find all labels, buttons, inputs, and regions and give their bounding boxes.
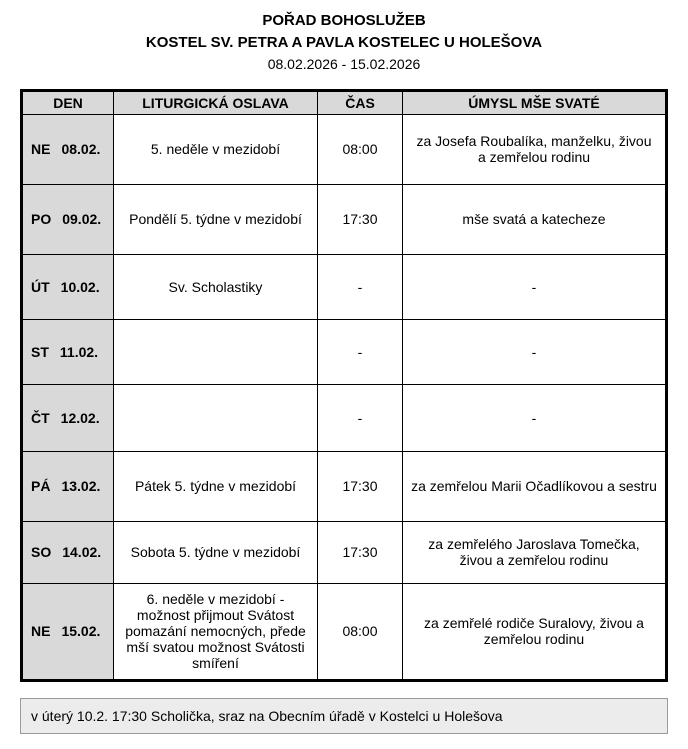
day-date: 10.02. <box>60 278 100 295</box>
intention-cell: - <box>403 384 667 451</box>
time-cell: 17:30 <box>318 451 403 521</box>
time-cell: - <box>318 254 403 319</box>
day-cell <box>22 319 114 384</box>
day-cell <box>22 384 114 451</box>
day-abbr: NE <box>31 141 51 157</box>
time-cell: - <box>318 384 403 451</box>
intention-cell: za Josefa Roubalíka, manželku, živou a zemřelou rodinu <box>403 114 667 184</box>
celebration-cell: Sv. Scholastiky <box>114 254 318 319</box>
time-cell: 08:00 <box>318 583 403 680</box>
table-row <box>22 319 667 384</box>
intention-cell: - <box>403 319 667 384</box>
day-abbr: PÁ <box>31 478 51 494</box>
intention-cell: za zemřelého Jaroslava Tomečka, živou a zemřelou rodinu <box>403 521 667 583</box>
day-cell <box>22 583 114 680</box>
church-name: KOSTEL SV. PETRA A PAVLA KOSTELEC U HOLEŠOVA <box>145 33 543 51</box>
column-header-celebration: LITURGICKÁ OSLAVA <box>114 90 318 114</box>
celebration-cell <box>114 384 318 451</box>
time-cell: 17:30 <box>318 521 403 583</box>
day-date: 13.02. <box>61 478 101 494</box>
footer-note: v úterý 10.2. 17:30 Scholička, sraz na Obecním úřadě v Kostelci u Holešova <box>20 698 668 734</box>
celebration-cell: 6. neděle v mezidobí - možnost přijmout Svátost pomazání nemocných, přede mší svatou možnost Svátosti smíření <box>114 583 318 680</box>
time-cell: - <box>318 319 403 384</box>
day-abbr: SO <box>31 544 52 560</box>
day-date: 12.02. <box>60 409 100 426</box>
day-date: 15.02. <box>61 623 101 639</box>
day-date: 14.02. <box>62 544 102 560</box>
celebration-cell: Pondělí 5. týdne v mezidobí <box>114 184 318 254</box>
page-header <box>20 10 668 75</box>
intention-cell: - <box>403 254 667 319</box>
day-cell <box>22 254 114 319</box>
celebration-cell <box>114 319 318 384</box>
table-row <box>22 521 667 583</box>
table-header-row <box>22 90 667 114</box>
time-cell: 17:30 <box>318 184 403 254</box>
intention-cell: za zemřelé rodiče Suralovy, živou a zemřelou rodinu <box>403 583 667 680</box>
celebration-cell: Pátek 5. týdne v mezidobí <box>114 451 318 521</box>
day-cell <box>22 451 114 521</box>
day-cell <box>22 184 114 254</box>
day-abbr: NE <box>31 623 51 639</box>
intention-cell: mše svatá a katecheze <box>403 184 667 254</box>
day-abbr: ST <box>31 343 49 360</box>
day-cell <box>22 114 114 184</box>
column-header-intention: ÚMYSL MŠE SVATÉ <box>403 90 667 114</box>
day-date: 08.02. <box>61 141 101 157</box>
page-title: POŘAD BOHOSLUŽEB <box>262 12 426 29</box>
celebration-cell: 5. neděle v mezidobí <box>114 114 318 184</box>
day-abbr: PO <box>31 211 52 227</box>
date-range: 08.02.2026 - 15.02.2026 <box>267 55 421 72</box>
table-row <box>22 184 667 254</box>
day-date: 11.02. <box>59 343 99 360</box>
day-date: 09.02. <box>62 211 102 227</box>
intention-cell: za zemřelou Marii Očadlíkovou a sestru <box>403 451 667 521</box>
day-cell <box>22 521 114 583</box>
table-row <box>22 254 667 319</box>
table-row <box>22 114 667 184</box>
celebration-cell: Sobota 5. týdne v mezidobí <box>114 521 318 583</box>
mass-schedule-table <box>20 89 668 682</box>
column-header-time: ČAS <box>318 90 403 114</box>
table-row <box>22 451 667 521</box>
table-row <box>22 583 667 680</box>
column-header-day: DEN <box>22 90 114 114</box>
day-abbr: ČT <box>31 409 50 426</box>
time-cell: 08:00 <box>318 114 403 184</box>
day-abbr: ÚT <box>31 278 50 295</box>
table-row <box>22 384 667 451</box>
